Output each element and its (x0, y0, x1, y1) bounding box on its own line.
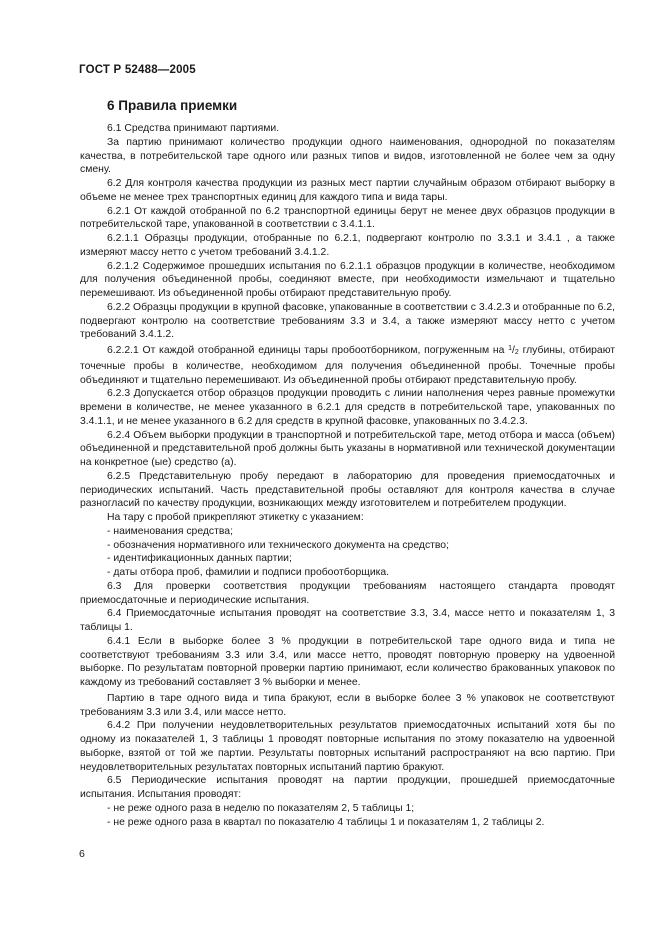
paragraph-6-2-2-1: 6.2.2.1 От каждой отобранной единицы тары пробоотборником, погруженным на $^1$/2 глубины, отбирают точечные пробы в количестве, необходимом для получения объединенной пробы. Точечные пробы объединяют и тщательно перемешивают. Из объединенной пробы отбирают представительную пробу. (80, 345, 616, 386)
paragraph-6-3: 6.3 Для проверки соответствия продукции требованиям настоящего стандарта проводят приемосдаточные и периодические испытания. (80, 580, 615, 606)
paragraph-6-4-1: 6.4.1 Если в выборке более 3 % продукции в потребительской таре одного вида и типа не соответствуют требованиям 3.3 или 3.4, или массе нетто, проводят повторную проверку на удвоенной выборке. По результатам повторной проверки партию принимают, если количество бракованных упаковок по каждому из требований составляет 3 % выборки и менее. (80, 635, 615, 688)
paragraph-6-4-2: 6.4.2 При получении неудовлетворительных результатов приемосдаточных испытаний хотя бы по одному из показателей 1, 3 таблицы 1 проводят повторные испытания по этому показателю на удвоенной выборке, взятой от той же партии. Результаты повторных испытаний распространяют на всю партию. При неудовлетворительных результатах повторных испытаний партию бракуют. (80, 720, 615, 773)
document-body (80, 122, 615, 829)
paragraph-label-intro: На тару с пробой прикрепляют этикетку с указанием: (107, 512, 364, 523)
fraction-denominator: 2 (514, 349, 519, 356)
paragraph-batch-rejection: Партию в таре одного вида и типа бракуют, если в выборке более 3 % упаковок не соответствуют требованиям 3.3 или 3.4, или массе нетто. (80, 692, 615, 718)
paragraph-6-2-2-1-start: 6.2.2.1 От каждой отобранной единицы тары пробоотборником, погруженным на (107, 345, 505, 356)
paragraph-6-2-2: 6.2.2 Образцы продукции в крупной фасовке, упакованные в соответствии с 3.4.2.3 и отобранные по 6.2, подвергают контролю на соответствие требованиям 3.3 и 3.4, а также измеряют массу нетто с учетом требований 3.4.1.2. (80, 301, 615, 341)
standard-designation: ГОСТ Р 52488—2005 (79, 64, 196, 76)
list-item: - не реже одного раза в квартал по показателю 4 таблицы 1 и показателям 1, 2 таблицы 2. (107, 816, 545, 828)
paragraph-6-5: 6.5 Периодические испытания проводят на партии продукции, прошедшей приемосдаточные испытания. Испытания проводят: (80, 775, 615, 800)
paragraph-6-1: 6.1 Средства принимают партиями. (107, 123, 280, 134)
paragraph-6-2-1-2: 6.2.1.2 Содержимое прошедших испытания по 6.2.1.1 образцов продукции в количестве, необходимом для получения объединенной пробы, соединяют вместе, при необходимости измельчают и тщательно перемешивают. Из объединенной пробы отбирают представительную пробу. (80, 260, 615, 299)
paragraph-6-2-1: 6.2.1 От каждой отобранной по 6.2 транспортной единицы берут не менее двух образцов продукции в потребительской таре, упакованной в соответствии с 3.4.1.1. (80, 205, 615, 231)
paragraph-batch-definition: За партию принимают количество продукции одного наименования, однородной по показателям качества, в потребительской таре одного или разных типов и видов, изготовленной не более чем за одну смену. (80, 136, 615, 176)
list-item: - обозначения нормативного или технического документа на средство; (107, 539, 449, 551)
paragraph-6-2-2-1-end: глубины, отбирают точечные пробы в количестве, необходимом для получения объединенной пробы. Точечные пробы объединяют и тщательно перемешивают. Из объединенной пробы отбирают представительную пробу. (80, 345, 616, 386)
list-item: - наименования средства; (107, 525, 233, 537)
list-item: - не реже одного раза в неделю по показателям 2, 5 таблицы 1; (107, 802, 415, 814)
paragraph-6-2-1-1: 6.2.1.1 Образцы продукции, отобранные по 6.2.1, подвергают контролю по 3.3.1 и 3.4.1 , а также измеряют массу нетто с учетом требований 3.4.1.2. (80, 233, 615, 258)
paragraph-6-4: 6.4 Приемосдаточные испытания проводят на соответствие 3.3, 3.4, массе нетто и показателям 1, 3 таблицы 1. (80, 608, 615, 633)
fraction-numerator: 1 (508, 345, 513, 352)
section-title: 6 Правила приемки (107, 98, 238, 113)
page-number: 6 (79, 848, 85, 860)
list-item: - идентификационных данных партии; (107, 553, 292, 565)
paragraph-6-2: 6.2 Для контроля качества продукции из разных мест партии случайным образом отбирают выборку в объеме не менее трех транспортных единиц для каждого типа и вида тары. (80, 178, 615, 203)
paragraph-6-2-3: 6.2.3 Допускается отбор образцов продукции проводить с линии наполнения через равные промежутки времени в количестве, не менее указанного в 6.2.1 для средств в потребительской таре, упакованных по 3.4.1.1, и не менее указанного в 6.2 для средств в крупной фасовке, упакованных по 3.4.2.3. (80, 388, 615, 427)
list-item: - даты отбора проб, фамилии и подписи пробоотборщика. (107, 567, 390, 578)
paragraph-6-2-5: 6.2.5 Представительную пробу передают в лабораторию для проведения приемосдаточных и периодических испытаний. Часть представительной пробы оставляют для контроля качества в случае разногласий по качеству продукции, возникающих между изготовителем и потребителем продукции. (80, 470, 615, 510)
paragraph-6-2-4: 6.2.4 Объем выборки продукции в транспортной и потребительской таре, метод отбора и масса (объем) объединенной и представительной проб должны быть указаны в нормативной или технической документации на конкретное (ые) средство (а). (80, 429, 615, 468)
